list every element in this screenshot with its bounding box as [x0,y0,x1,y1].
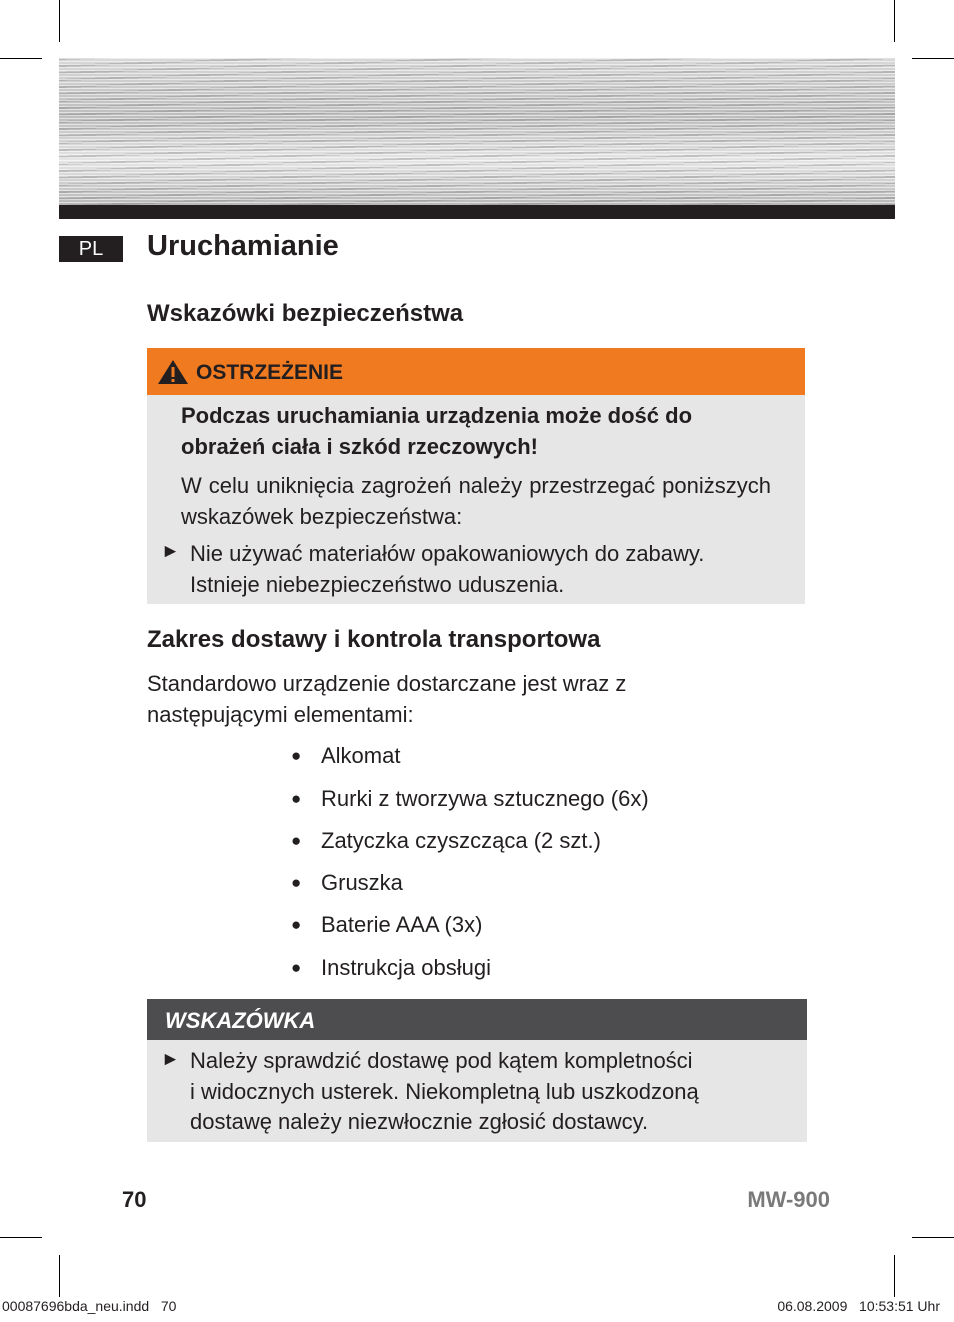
note-label: WSKAZÓWKA [165,1008,316,1033]
bullet-dot-icon: ● [291,873,302,892]
bullet-dot-icon: ● [291,831,302,850]
note-header [147,999,807,1040]
crop-mark [912,58,954,59]
note-line: dostawę należy niezwłocznie zgłosić dostawcy. [190,1109,649,1134]
brushed-metal-header [59,58,895,205]
delivery-intro: Standardowo urządzenie dostarczane jest wraz z następującymi elementami: [147,671,627,727]
list-item-text: Rurki z tworzywa sztucznego (6x) [321,786,649,811]
page-number: 70 [122,1187,147,1212]
model-name: MW-900 [747,1187,830,1212]
safety-item-line: Istnieje niebezpieczeństwo uduszenia. [190,572,565,597]
crop-mark [912,1237,954,1238]
page-title: Uruchamianie [147,230,339,262]
list-item-text: Baterie AAA (3x) [321,912,483,937]
print-slug-file: 00087696bda_neu.indd 70 [2,1298,177,1314]
arrow-bullet-icon: ► [161,1049,180,1070]
safety-heading: Wskazówki bezpieczeństwa [147,300,464,327]
list-item-text: Gruszka [321,870,403,895]
note-line: Należy sprawdzić dostawę pod kątem kompletności [190,1048,693,1073]
bullet-dot-icon: ● [291,789,302,808]
arrow-bullet-icon: ► [161,541,180,562]
crop-mark [894,1255,895,1297]
bullet-dot-icon: ● [291,746,302,765]
warning-text: W celu uniknięcia zagrożeń należy przestrzegać poniższych wskazówek bezpieczeństwa: [181,473,771,529]
warning-header [147,348,805,395]
bullet-dot-icon: ● [291,915,302,934]
note-line: i widocznych usterek. Niekompletną lub uszkodzoną [190,1079,699,1104]
header-rule [59,205,895,219]
note-box [147,999,807,1142]
warning-bold-text: Podczas uruchamiania urządzenia może dość do obrażeń ciała i szkód rzeczowych! [181,403,693,459]
list-item-text: Alkomat [321,743,401,768]
warning-box [147,348,805,604]
language-badge: PL [59,236,123,262]
list-item-text: Zatyczka czyszcząca (2 szt.) [321,828,601,853]
safety-item-line: Nie używać materiałów opakowaniowych do zabawy. [190,541,705,566]
list-item-text: Instrukcja obsługi [321,955,491,980]
warning-triangle-icon [157,359,189,390]
crop-mark [0,58,42,59]
delivery-heading: Zakres dostawy i kontrola transportowa [147,626,601,653]
crop-mark [0,1237,42,1238]
crop-mark [59,0,60,42]
warning-label: OSTRZEŻENIE [196,361,344,384]
crop-mark [59,1255,60,1297]
crop-mark [894,0,895,42]
bullet-dot-icon: ● [291,958,302,977]
print-slug-date: 06.08.2009 10:53:51 Uhr [777,1298,940,1314]
